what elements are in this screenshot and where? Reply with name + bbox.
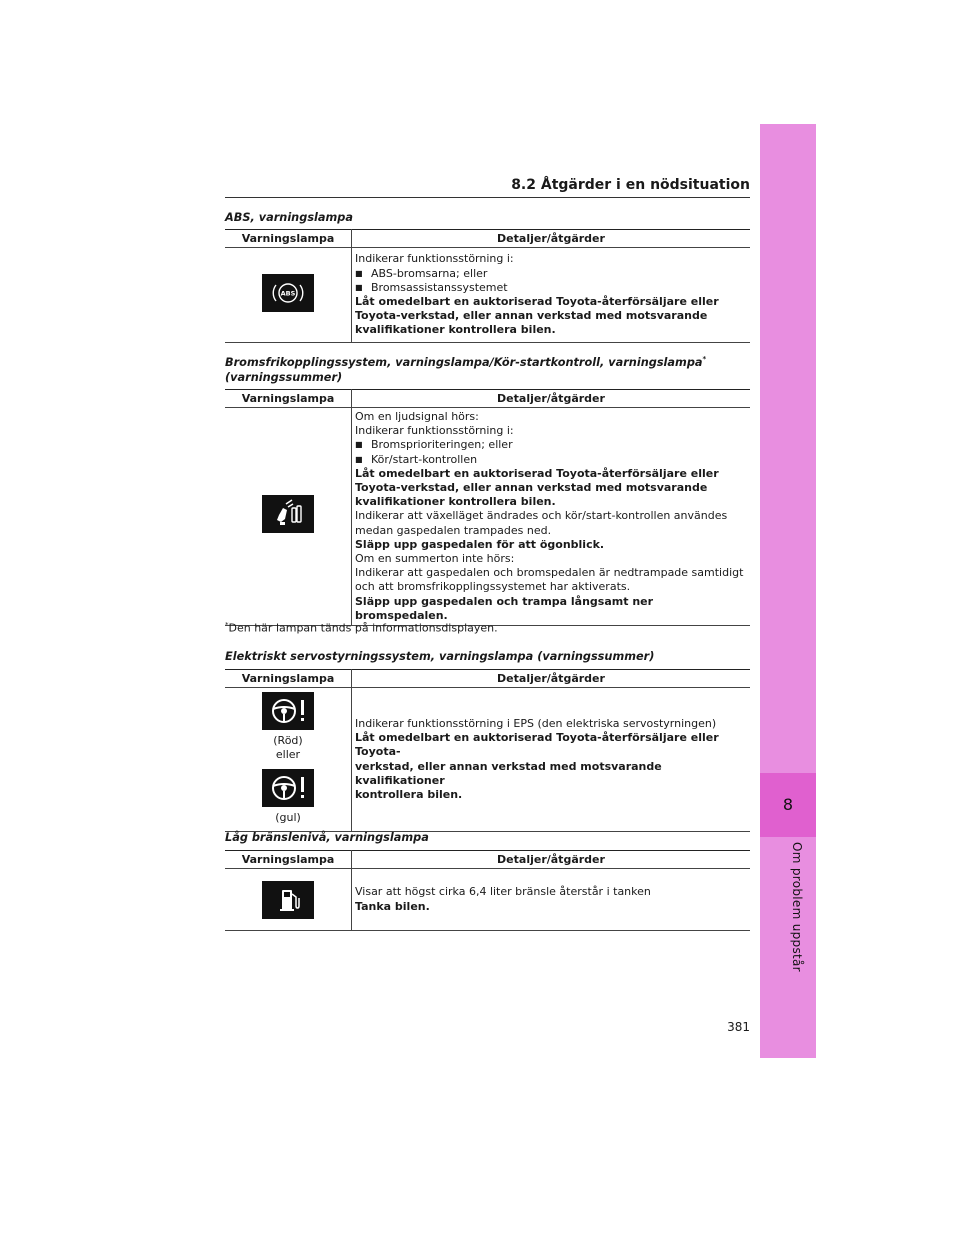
abs-warning-table (225, 229, 750, 343)
brake-override-warning-icon (262, 495, 314, 533)
detail-line-bold: kontrollera bilen. (355, 787, 463, 801)
section-title-abs: ABS, varningslampa (225, 211, 354, 224)
detail-line: Indikerar funktionsstörning i: (355, 252, 514, 266)
detail-line-bold: kvalifikationer kontrollera bilen. (355, 323, 556, 337)
detail-line-bold: Låt omedelbart en auktoriserad Toyota-återförsäljare eller (355, 466, 719, 480)
yellow-label: (gul) (275, 810, 301, 824)
detail-line-bold: Släpp upp gaspedalen och trampa långsamt ner bromspedalen. (355, 594, 654, 622)
fuel-icon-cell (225, 869, 352, 931)
section-title-eps: Elektriskt servostyrningssystem, varningslampa (varningssummer) (225, 650, 655, 663)
detail-line: Indikerar att växelläget ändrades och kör/start-kontrollen användes (355, 509, 728, 523)
fuel-warning-table (225, 850, 750, 931)
page-number: 381 (727, 1020, 750, 1034)
chapter-number: 8 (782, 795, 794, 814)
section-title-brake-override: Bromsfrikopplingssystem, varningslampa/Kör-startkontroll, varningslampa* (varningssummer) (225, 355, 707, 384)
column-header-lamp: Varningslampa (225, 390, 352, 408)
abs-icon-cell (225, 248, 352, 343)
column-header-details: Detaljer/åtgärder (352, 851, 751, 869)
detail-line: Om en ljudsignal hörs: (355, 410, 479, 423)
column-header-details: Detaljer/åtgärder (352, 230, 751, 248)
page-header-title: 8.2 Åtgärder i en nödsituation (511, 177, 750, 193)
header-divider (225, 197, 750, 198)
detail-line: Indikerar att gaspedalen och bromspedalen är nedtrampade samtidigt (355, 566, 744, 580)
detail-bullet: ■ Kör/start-kontrollen (355, 453, 746, 467)
detail-line-bold: Toyota-verkstad, eller annan verkstad med motsvarande (355, 309, 708, 323)
detail-line-bold: verkstad, eller annan verkstad med motsvarande kvalifikationer (355, 759, 662, 787)
steering-warning-icon (262, 692, 314, 730)
column-header-details: Detaljer/åtgärder (352, 670, 751, 688)
steering-warning-icon (262, 769, 314, 807)
eps-warning-table (225, 669, 750, 832)
detail-line-bold: Släpp upp gaspedalen för att ögonblick. (355, 537, 605, 551)
column-header-lamp: Varningslampa (225, 230, 352, 248)
fuel-pump-icon (262, 881, 314, 919)
chapter-label: Om problem uppstår (790, 842, 804, 972)
section-title-fuel: Låg bränslenivå, varningslampa (225, 831, 429, 844)
column-header-details: Detaljer/åtgärder (352, 390, 751, 408)
column-header-lamp: Varningslampa (225, 851, 352, 869)
brake-override-icon-cell (225, 408, 352, 626)
detail-line: Visar att högst cirka 6,4 liter bränsle återstår i tanken (355, 885, 651, 899)
detail-line: Om en summerton inte hörs: (355, 552, 515, 566)
footnote: *Den här lampan tänds på informationsdisplayen. (225, 621, 498, 635)
detail-line: Indikerar funktionsstörning i: (355, 424, 514, 438)
detail-bullet: ■ ABS-bromsarna; eller (355, 267, 746, 281)
detail-line-bold: Toyota-verkstad, eller annan verkstad med motsvarande (355, 481, 708, 495)
detail-line-bold: Låt omedelbart en auktoriserad Toyota-återförsäljare eller Toyota- (355, 731, 719, 759)
detail-line-bold: Tanka bilen. (355, 899, 430, 913)
brake-override-table (225, 389, 750, 626)
red-label: (Röd) (273, 734, 303, 748)
svg-text:ABS: ABS (280, 289, 296, 298)
eps-details-cell (352, 688, 751, 832)
abs-warning-icon (262, 274, 314, 312)
detail-bullet: ■ Bromsprioriteringen; eller (355, 438, 746, 452)
brake-override-details-cell (352, 408, 751, 626)
or-label: eller (275, 748, 301, 762)
detail-line: Indikerar funktionsstörning i EPS (den elektriska servostyrningen) (355, 716, 717, 730)
abs-details-cell (352, 248, 751, 343)
detail-line-bold: kvalifikationer kontrollera bilen. (355, 495, 556, 509)
detail-line: och att bromsfrikopplingssystemet har aktiverats. (355, 580, 631, 594)
column-header-lamp: Varningslampa (225, 670, 352, 688)
eps-icon-cell (225, 688, 352, 832)
detail-line-bold: Låt omedelbart en auktoriserad Toyota-återförsäljare eller (355, 295, 719, 308)
detail-line: medan gaspedalen trampades ned. (355, 523, 552, 537)
detail-bullet: ■ Bromsassistanssystemet (355, 281, 746, 295)
fuel-details-cell (352, 869, 751, 931)
